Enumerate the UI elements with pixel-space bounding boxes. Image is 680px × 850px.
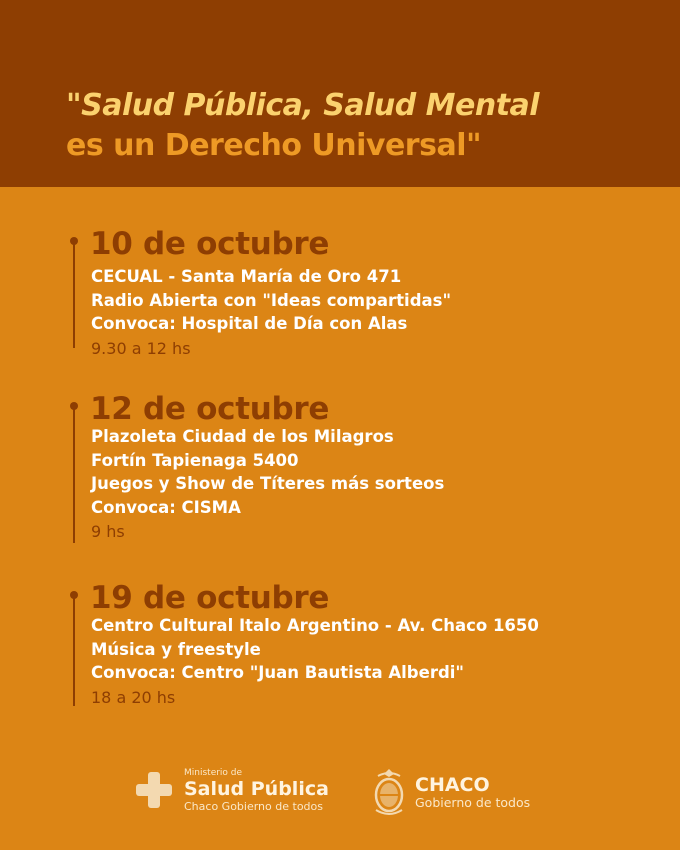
event-line: Convoca: Hospital de Día con Alas	[91, 314, 408, 333]
page-title	[66, 86, 539, 166]
event-line: CECUAL - Santa María de Oro 471	[91, 267, 402, 286]
event-line: Radio Abierta con "Ideas compartidas"	[91, 290, 452, 310]
event-line: Juegos y Show de Títeres más sorteos	[91, 474, 445, 493]
ministerio-name: Salud Pública	[184, 778, 329, 800]
event-date: 19 de octubre	[90, 580, 330, 616]
title-line-1: "Salud Pública, Salud Mental	[66, 88, 540, 123]
crest-icon	[370, 766, 408, 818]
event-details	[91, 614, 539, 709]
event-line: Centro Cultural Italo Argentino - Av. Chaco 1650	[91, 616, 539, 635]
event-time: 9.30 a 12 hs	[91, 338, 191, 358]
event-details	[91, 265, 451, 360]
event-line: Convoca: CISMA	[91, 497, 241, 517]
chaco-subtitle: Gobierno de todos	[415, 795, 531, 810]
timeline-bar	[73, 594, 75, 706]
event-line: Música y freestyle	[91, 639, 261, 659]
chaco-name: CHACO	[415, 774, 490, 796]
header-band	[0, 0, 680, 187]
ministerio-small-text: Ministerio de	[184, 768, 243, 778]
event-line: Plazoleta Ciudad de los Milagros	[91, 427, 394, 446]
event-date: 10 de octubre	[90, 226, 330, 262]
event-time: 18 a 20 hs	[91, 687, 176, 707]
timeline-bar	[73, 405, 75, 543]
event-details	[91, 425, 444, 543]
timeline-bar	[73, 240, 75, 348]
plus-icon	[136, 772, 172, 808]
ministerio-subtitle: Chaco Gobierno de todos	[184, 800, 323, 813]
title-line-2: es un Derecho Universal"	[66, 128, 482, 163]
event-line: Fortín Tapienaga 5400	[91, 450, 299, 470]
event-date: 12 de octubre	[90, 391, 330, 427]
event-time: 9 hs	[91, 522, 125, 541]
event-line: Convoca: Centro "Juan Bautista Alberdi"	[91, 663, 465, 682]
